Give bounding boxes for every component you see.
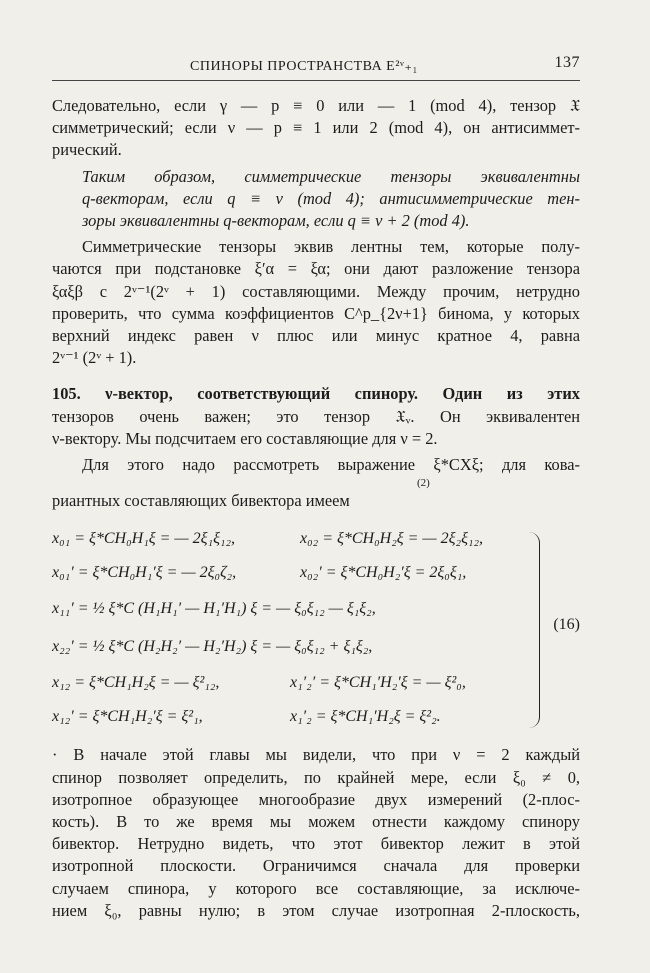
- text-line: изотропное образующее многообразие двух измерений (2-плос-: [52, 789, 580, 809]
- section-105: [52, 383, 580, 450]
- running-head: [52, 52, 580, 81]
- text-line: Для этого надо рассмотреть выражение ξ*CXξ; для кова-: [82, 455, 580, 475]
- equation-right: x₀₂′ = ξ*CH₀H₂′ξ = 2ξ₀ξ₁,: [300, 564, 467, 582]
- paragraph-3: [52, 236, 580, 369]
- equation-left: x₁₂ = ξ*CH₁H₂ξ = — ξ²₁₂,: [52, 674, 220, 692]
- subscript-label: (2): [417, 477, 430, 490]
- equation-left: x₁₁′ = ½ ξ*C (H₁H₁′ — H₁′H₁) ξ = — ξ₀ξ₁₂ — ξ₁ξ₂,: [52, 600, 376, 618]
- paragraph-2: [52, 166, 580, 233]
- equation-left: x₂₂′ = ½ ξ*C (H₂H₂′ — H₂′H₂) ξ = — ξ₀ξ₁₂ + ξ₁ξ₂,: [52, 638, 373, 656]
- text-line: тензоров очень важен; это тензор 𝔛ᵥ. Он эквивалентен: [52, 406, 580, 426]
- text-line: проверить, что сумма коэффициентов C^p_{2ν+1} бинома, у которых: [52, 303, 580, 323]
- text-line: риантных составляющих бивектора имеем: [52, 491, 350, 511]
- text-line: ν-вектору. Мы подсчитаем его составляющие для ν = 2.: [52, 428, 438, 448]
- paragraph-5: [52, 744, 580, 922]
- equation-right: x₁′₂′ = ξ*CH₁′H₂′ξ = — ξ²₀,: [290, 674, 466, 692]
- right-brace: [529, 532, 540, 728]
- text-line: 2ᵛ⁻¹ (2ᵛ + 1).: [52, 348, 137, 368]
- text-line: зоры эквивалентны q-векторам, если q ≡ ν + 2 (mod 4).: [82, 211, 470, 231]
- equation-number: (16): [553, 616, 580, 634]
- equation-right: x₁′₂ = ξ*CH₁′H₂ξ = ξ²₂.: [290, 708, 441, 726]
- text-line: рический.: [52, 140, 122, 160]
- text-line: верхний индекс равен ν плюс или минус кратное 4, равна: [52, 326, 580, 346]
- equation-left: x₀₁ = ξ*CH₀H₁ξ = — 2ξ₁ξ₁₂,: [52, 530, 236, 548]
- text-line: симметрический; если ν — p ≡ 1 или 2 (mod 4), он антисиммет-: [52, 118, 580, 138]
- text-line: изотропной плоскости. Ограничимся сначала для проверки: [52, 856, 580, 876]
- text-line: Следовательно, если γ — p ≡ 0 или — 1 (mod 4), тензор 𝔛: [52, 96, 580, 115]
- section-heading-line: 105. ν-вектор, соответствующий спинору. Один из этих: [52, 384, 580, 404]
- equation-left: x₀₁′ = ξ*CH₀H₁′ξ = — 2ξ₀ζ₂,: [52, 564, 237, 582]
- text-line: · В начале этой главы мы видели, что при ν = 2 каждый: [52, 745, 580, 765]
- equation-left: x₁₂′ = ξ*CH₁H₂′ξ = ξ²₁,: [52, 708, 203, 726]
- text-line: случаем спинора, у которого все составляющие, за исключе-: [52, 878, 580, 898]
- equation-right: x₀₂ = ξ*CH₀H₂ξ = — 2ξ₂ξ₁₂,: [300, 530, 484, 548]
- page-number: 137: [554, 54, 580, 71]
- text-line: нием ξ₀, равны нулю; в этом случае изотропная 2-плоскость,: [52, 900, 580, 920]
- equation-system-16: [52, 526, 580, 736]
- paragraph-4: [52, 454, 580, 512]
- text-line: Симметрические тензоры эквив лентны тем, которые полу-: [82, 237, 580, 257]
- running-title: СПИНОРЫ ПРОСТРАНСТВА E²ᵛ₊₁: [190, 59, 418, 74]
- text-line: q-векторам, если q ≡ ν (mod 4); антисимметрические тен-: [82, 188, 580, 208]
- text-line: ξαξβ с 2ᵛ⁻¹(2ᵛ + 1) составляющими. Между прочим, нетрудно: [52, 281, 580, 301]
- book-page: [52, 52, 580, 922]
- text-line: бивектор. Нетрудно видеть, что этот бивектор лежит в этой: [52, 834, 580, 854]
- text-line: Таким образом, симметрические тензоры эквивалентны: [82, 166, 580, 186]
- text-line: спинор позволяет определить, по крайней мере, если ξ₀ ≠ 0,: [52, 767, 580, 787]
- text-line: чаются при подстановке ξ′α = ξα; они дают разложение тензора: [52, 259, 580, 279]
- paragraph-1: [52, 95, 580, 162]
- text-line: кость). В то же время мы можем отнести каждому спинору: [52, 812, 580, 832]
